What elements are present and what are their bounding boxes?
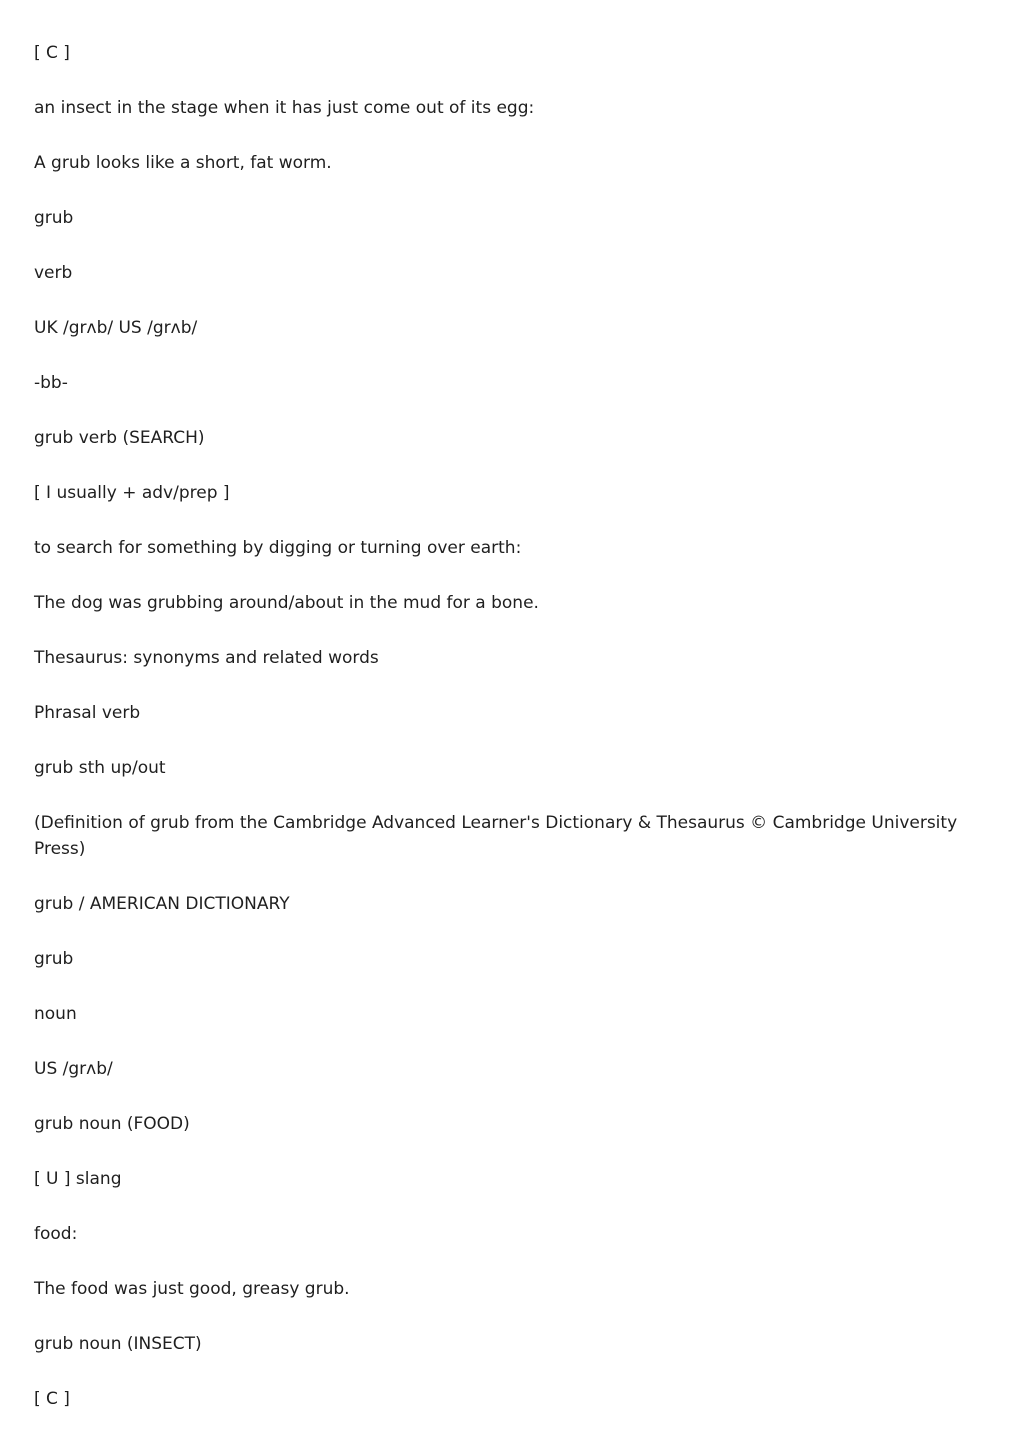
part-of-speech: verb <box>34 263 73 283</box>
grammar-code: [ C ] <box>34 43 70 63</box>
example-sentence: The dog was grubbing around/about in the mud for a bone. <box>34 593 539 613</box>
section-heading: Phrasal verb <box>34 703 141 723</box>
grammar-code: [ C ] <box>34 1389 70 1409</box>
source-citation: (Definition of grub from the Cambridge Advanced Learner's Dictionary & Thesaurus © Cambridge University Press) <box>34 813 958 859</box>
part-of-speech: noun <box>34 1004 77 1024</box>
headword: grub <box>34 208 74 228</box>
definition-text: food: <box>34 1224 78 1244</box>
inflection: -bb- <box>34 373 68 393</box>
pronunciation: UK /grʌb/ US /grʌb/ <box>34 318 198 338</box>
definition-text: to search for something by digging or turning over earth: <box>34 538 522 558</box>
thesaurus-link[interactable]: Thesaurus: synonyms and related words <box>34 648 379 668</box>
dictionary-section-heading: grub / AMERICAN DICTIONARY <box>34 894 290 914</box>
sense-heading: grub noun (INSECT) <box>34 1334 202 1354</box>
grammar-code: [ I usually + adv/prep ] <box>34 483 230 503</box>
headword: grub <box>34 949 74 969</box>
pronunciation: US /grʌb/ <box>34 1059 113 1079</box>
sense-heading: grub verb (SEARCH) <box>34 428 205 448</box>
example-sentence: A grub looks like a short, fat worm. <box>34 153 332 173</box>
example-sentence: The food was just good, greasy grub. <box>34 1279 350 1299</box>
definition-text: an insect in the stage when it has just come out of its egg: <box>34 98 535 118</box>
phrasal-verb-link[interactable]: grub sth up/out <box>34 758 166 778</box>
sense-heading: grub noun (FOOD) <box>34 1114 190 1134</box>
grammar-code: [ U ] slang <box>34 1169 122 1189</box>
